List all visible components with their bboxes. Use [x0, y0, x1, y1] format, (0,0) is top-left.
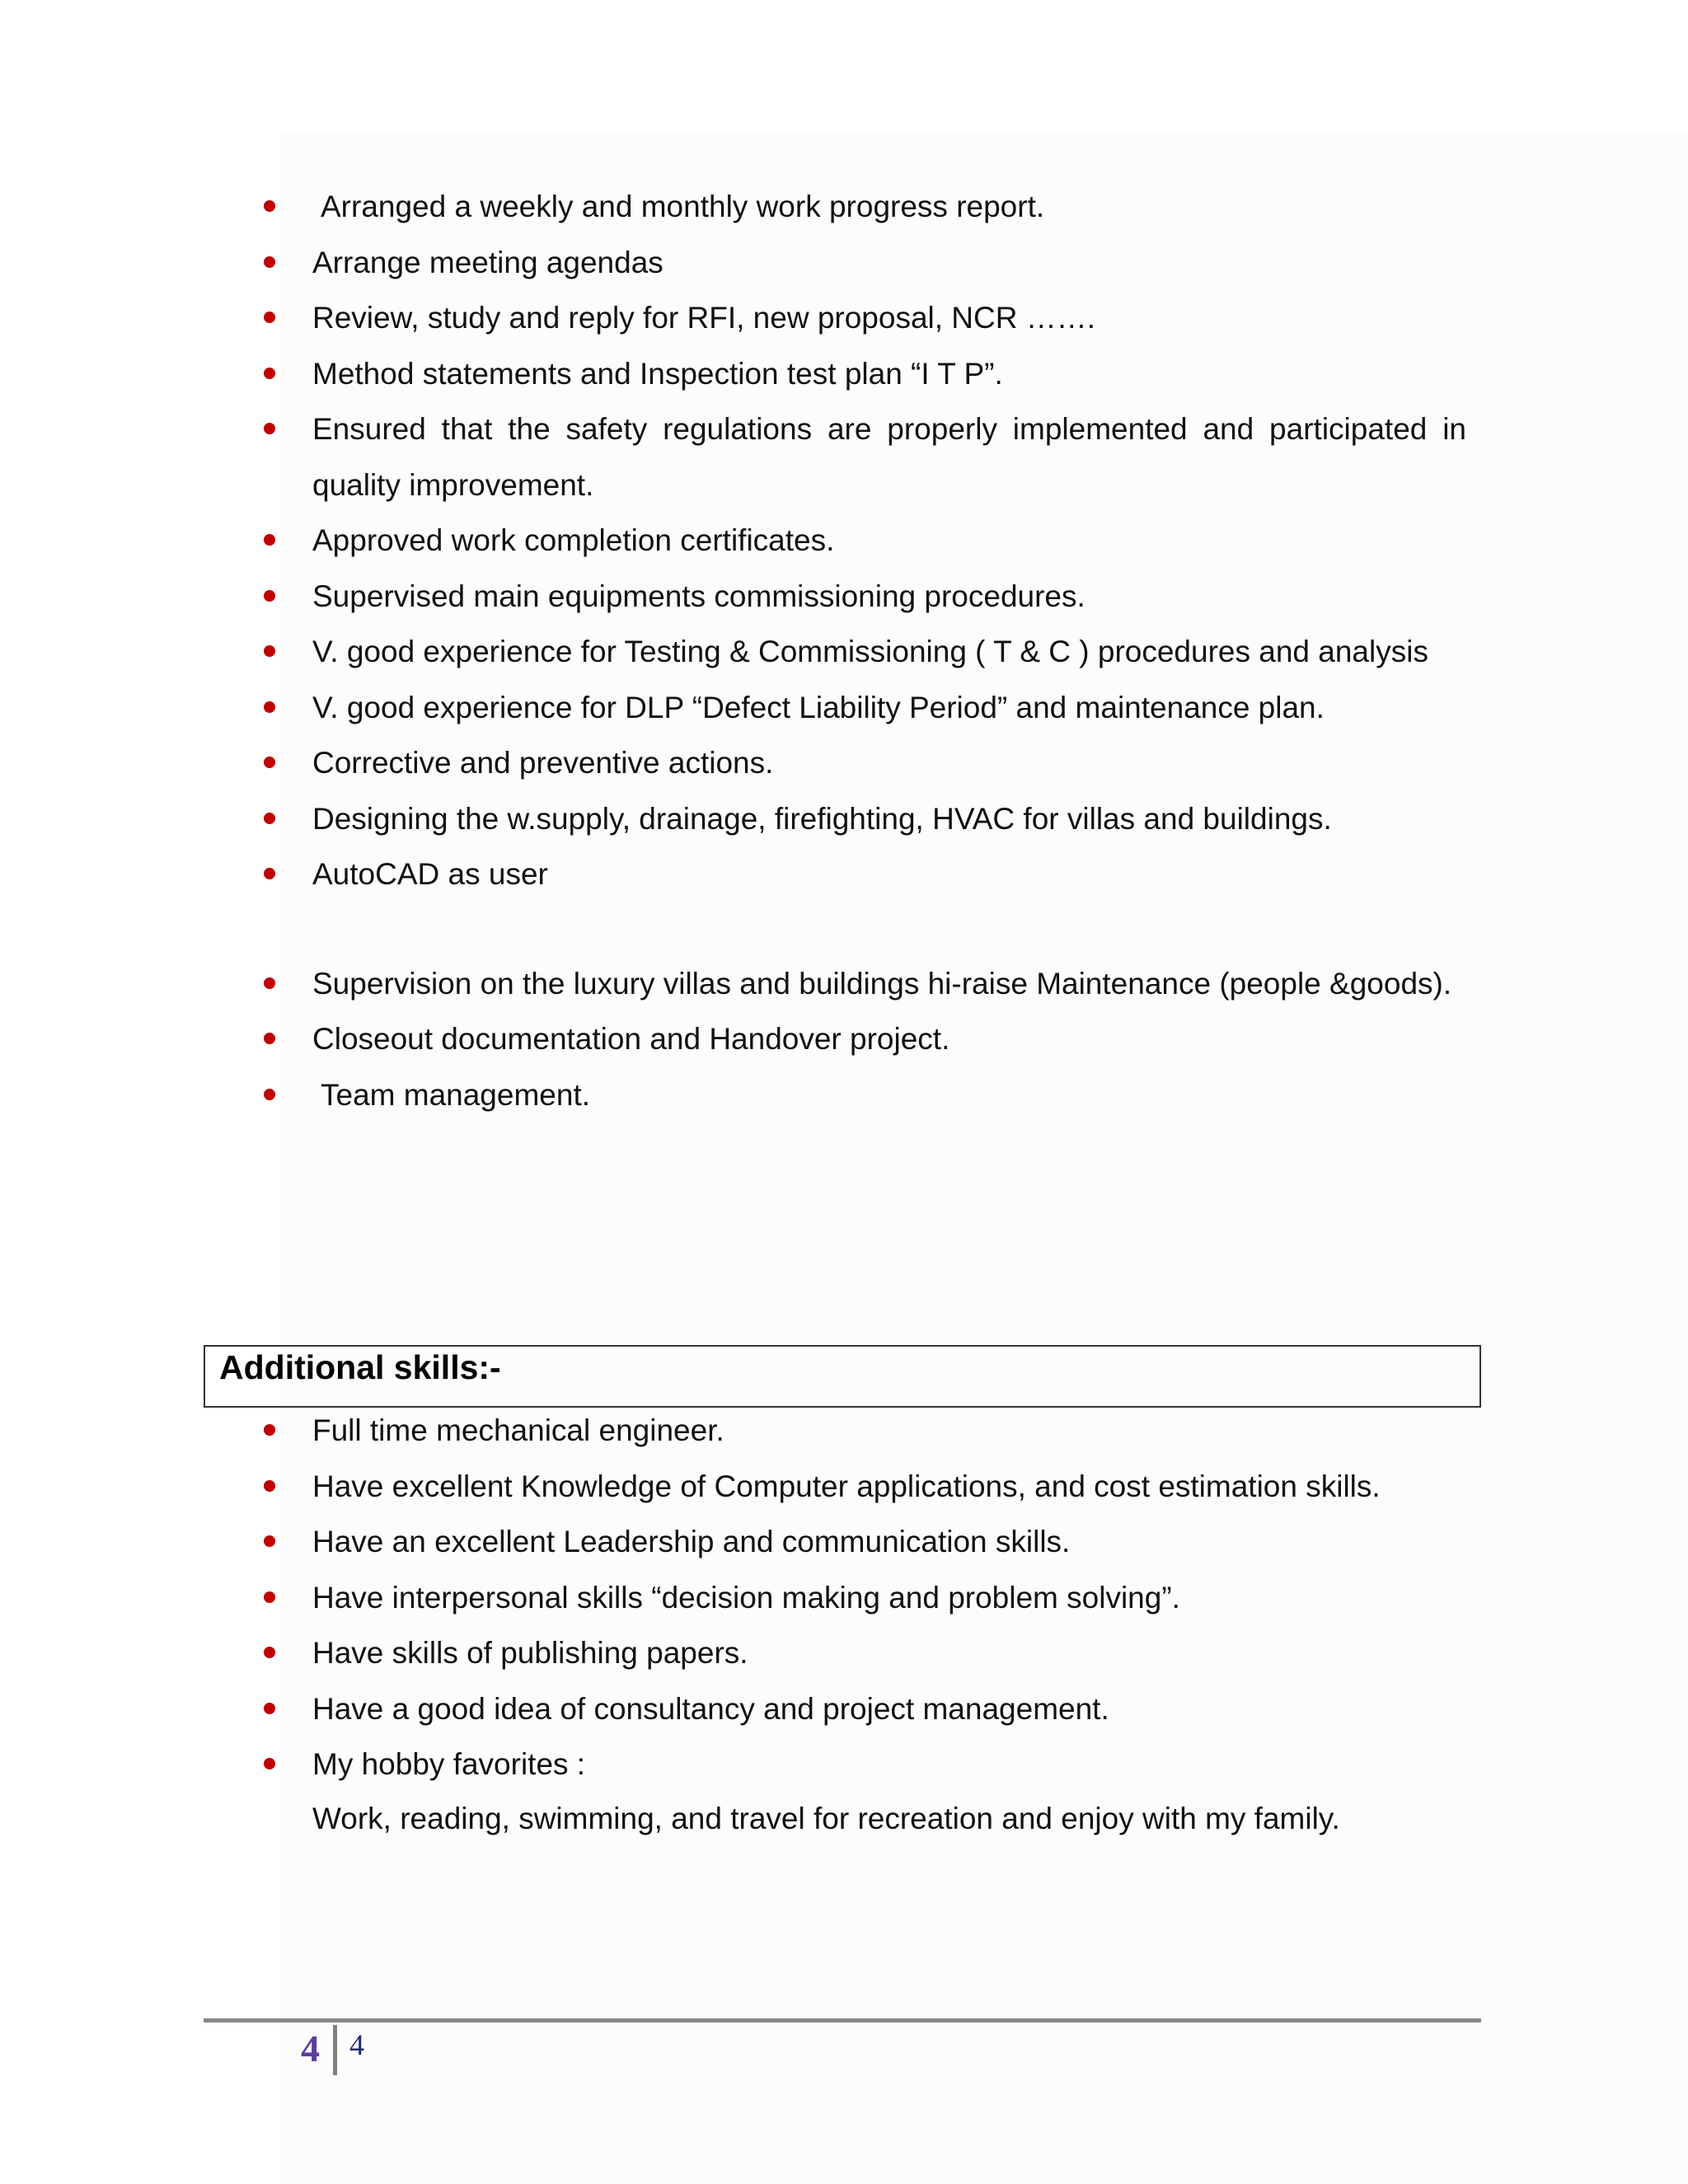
list-item	[264, 290, 1466, 346]
list-item-text: Team management.	[321, 1077, 591, 1112]
list-item	[264, 1011, 1466, 1067]
list-item	[264, 1625, 1381, 1681]
list-item	[264, 1570, 1381, 1626]
bullet-icon	[264, 1089, 275, 1100]
list-item	[264, 956, 1466, 1012]
additional-skills-heading-box	[204, 1345, 1481, 1408]
list-item-text: Closeout documentation and Handover project.	[312, 1022, 950, 1056]
list-item-text: AutoCAD as user	[312, 857, 548, 891]
bullet-icon	[264, 1647, 275, 1658]
list-item	[264, 513, 1466, 569]
list-item	[264, 1681, 1381, 1737]
list-item-text: Have interpersonal skills “decision making and problem solving”.	[312, 1580, 1180, 1615]
list-item-text: Corrective and preventive actions.	[312, 746, 774, 780]
list-item-text: Approved work completion certificates.	[312, 523, 835, 557]
list-item-text: Review, study and reply for RFI, new proposal, NCR …….	[312, 301, 1096, 335]
bullet-icon	[264, 813, 275, 824]
bullet-icon	[264, 868, 275, 879]
list-item	[264, 346, 1466, 402]
list-item-text: Full time mechanical engineer.	[312, 1413, 724, 1447]
list-item	[264, 1067, 1466, 1123]
bullet-icon	[264, 200, 275, 212]
list-item	[264, 680, 1466, 736]
list-item-text: Method statements and Inspection test plan “I T P”.	[312, 356, 1003, 391]
page-number: 4	[301, 2027, 320, 2069]
list-item	[264, 1459, 1381, 1515]
list-item	[264, 235, 1466, 291]
list-item	[264, 791, 1466, 847]
bullet-icon	[264, 1703, 275, 1714]
list-item-text: V. good experience for Testing & Commissioning ( T & C ) procedures and analysis	[312, 635, 1428, 668]
list-item-text: Arranged a weekly and monthly work progress report.	[321, 190, 1045, 223]
list-item-text: Supervised main equipments commissioning procedures.	[312, 579, 1085, 613]
list-item	[264, 401, 1466, 513]
additional-skills-list	[264, 1403, 1381, 1793]
list-item	[264, 624, 1466, 680]
list-item-text: Have skills of publishing papers.	[312, 1636, 748, 1670]
list-item-text: Have excellent Knowledge of Computer applications, and cost estimation skills.	[312, 1469, 1381, 1503]
bullet-icon	[264, 1535, 275, 1547]
list-item	[264, 569, 1466, 625]
list-item-text: Have an excellent Leadership and communication skills.	[312, 1525, 1071, 1558]
bullet-icon	[264, 256, 275, 268]
list-item	[264, 179, 1466, 235]
page-number-divider	[333, 2025, 337, 2075]
list-item-text: V. good experience for DLP “Defect Liability Period” and maintenance plan.	[312, 690, 1325, 724]
bullet-icon	[264, 368, 275, 379]
list-item	[264, 735, 1466, 791]
bullet-icon	[264, 534, 275, 546]
list-item	[264, 846, 1466, 902]
list-item-text: My hobby favorites :	[312, 1747, 586, 1781]
section-title: Additional skills:-	[219, 1348, 501, 1386]
bullet-icon	[264, 1591, 275, 1603]
bullet-icon	[264, 590, 275, 602]
list-item-text: Supervision on the luxury villas and buildings hi-raise Maintenance (people &goods).	[312, 966, 1452, 1001]
footer-rule	[204, 2018, 1481, 2022]
bullet-icon	[264, 977, 275, 989]
bullet-icon	[264, 1424, 275, 1436]
duties-list	[264, 179, 1466, 1122]
hobby-details: Work, reading, swimming, and travel for recreation and enjoy with my family.	[312, 1802, 1340, 1835]
list-item	[264, 1403, 1381, 1459]
list-item-text: Designing the w.supply, drainage, firefighting, HVAC for villas and buildings.	[312, 801, 1332, 836]
list-item	[264, 1736, 1381, 1793]
list-item-text: Ensured that the safety regulations are properly implemented and participated in quality improvement.	[312, 412, 1466, 502]
page-number-repeat: 4	[349, 2028, 364, 2061]
bullet-icon	[264, 1033, 275, 1044]
bullet-icon	[264, 312, 275, 323]
bullet-icon	[264, 1758, 275, 1769]
bullet-icon	[264, 701, 275, 713]
bullet-icon	[264, 645, 275, 657]
bullet-icon	[264, 757, 275, 768]
bullet-icon	[264, 1480, 275, 1492]
list-item-text: Have a good idea of consultancy and project management.	[312, 1691, 1109, 1726]
list-item	[264, 1514, 1381, 1570]
bullet-icon	[264, 423, 275, 434]
list-item-text: Arrange meeting agendas	[312, 245, 663, 279]
